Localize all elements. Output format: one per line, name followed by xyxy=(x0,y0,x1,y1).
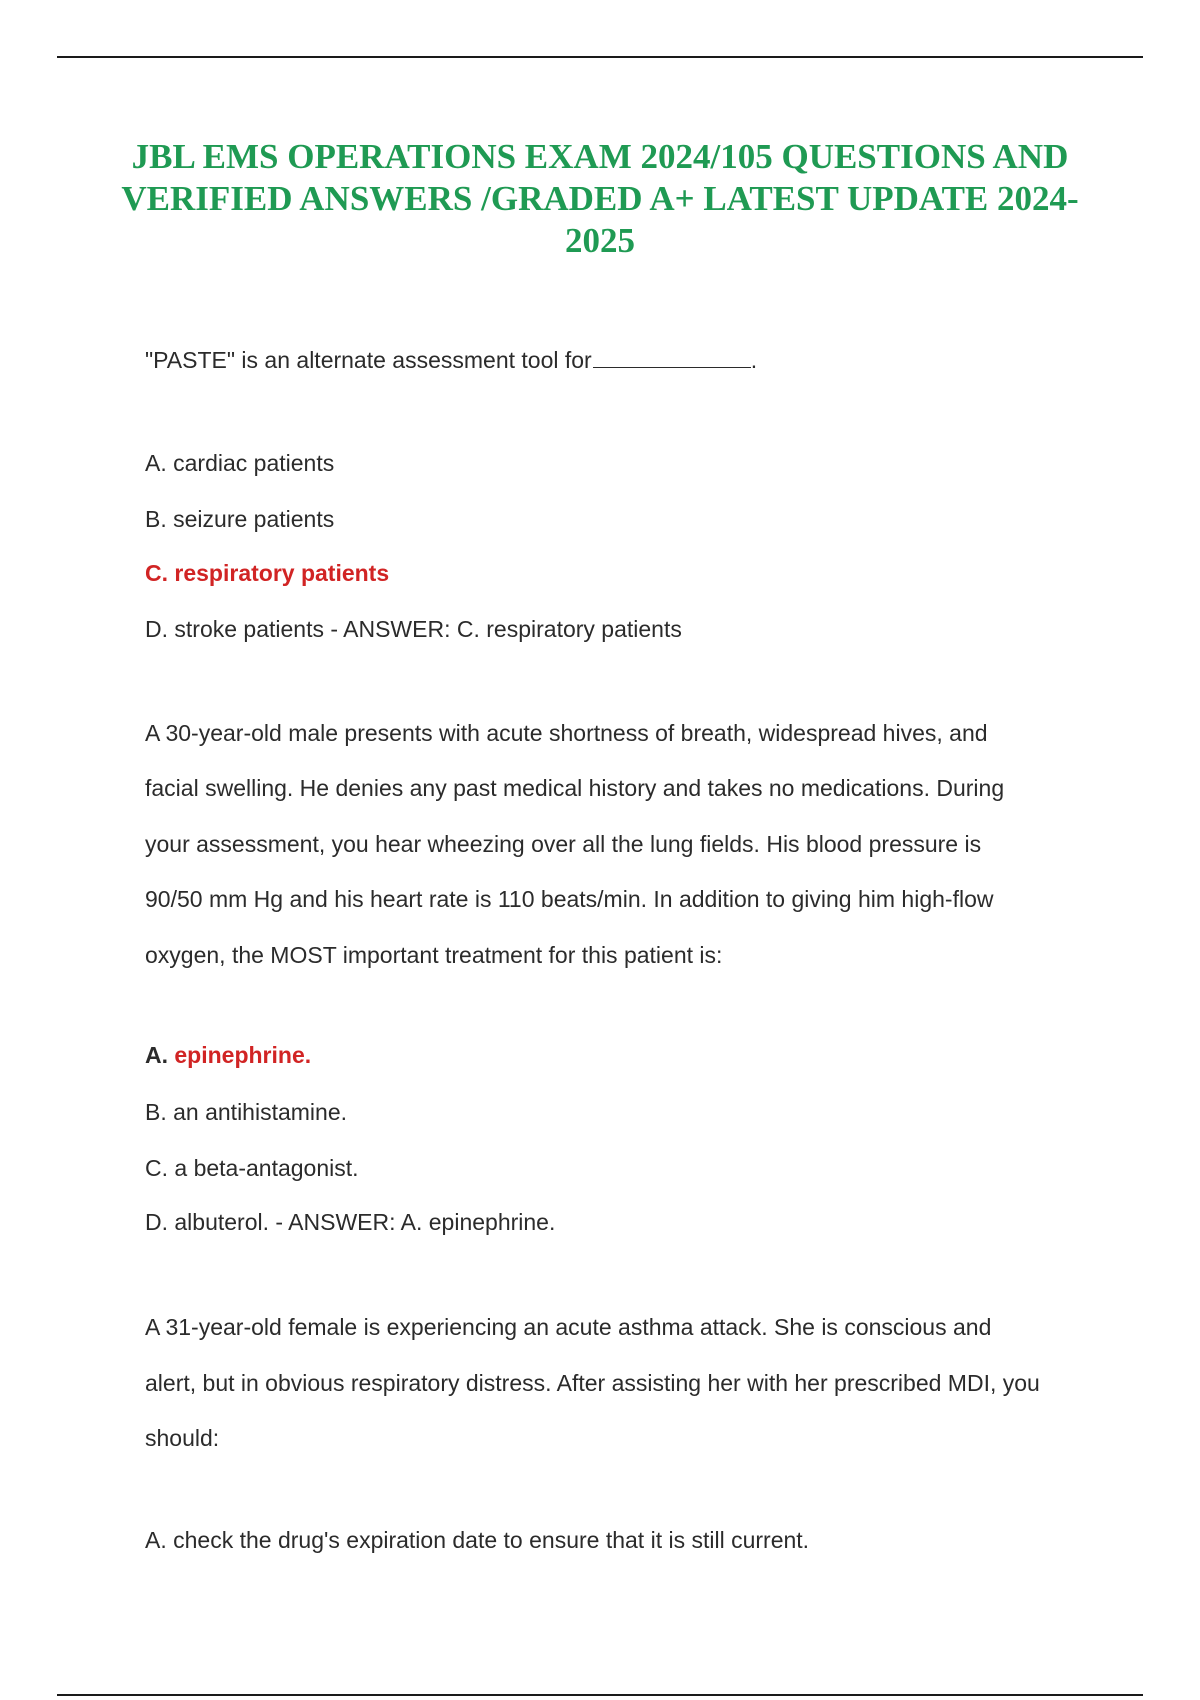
question-2-option-c: C. a beta-antagonist. xyxy=(145,1155,359,1181)
question-1-option-c-correct: C. respiratory patients xyxy=(145,560,390,586)
question-2-stem-line: A 30-year-old male presents with acute shortness of breath, widespread hives, and xyxy=(145,720,988,746)
question-1-stem-suffix: . xyxy=(750,347,758,373)
question-1-option-d-answer: D. stroke patients - ANSWER: C. respiratory patients xyxy=(145,616,682,642)
question-2-stem-line: your assessment, you hear wheezing over all the lung fields. His blood pressure is xyxy=(145,831,982,857)
question-3-stem-line: should: xyxy=(145,1425,220,1451)
question-2-option-a-correct xyxy=(145,1040,311,1070)
top-rule xyxy=(57,56,1143,58)
document-title: JBL EMS OPERATIONS EXAM 2024/105 QUESTIONS AND VERIFIED ANSWERS /GRADED A+ LATEST UPDATE 2024-2025 xyxy=(121,137,1079,260)
question-2-option-b: B. an antihistamine. xyxy=(145,1099,348,1125)
question-1-option-b: B. seizure patients xyxy=(145,506,335,532)
question-2-option-d-answer: D. albuterol. - ANSWER: A. epinephrine. xyxy=(145,1209,556,1235)
question-2-option-a-letter: A. xyxy=(145,1042,168,1068)
question-3-stem-line: alert, but in obvious respiratory distress. After assisting her with her prescribed MDI, you xyxy=(145,1370,1040,1396)
question-1-option-a: A. cardiac patients xyxy=(145,450,335,476)
question-2-stem-line: facial swelling. He denies any past medical history and takes no medications. During xyxy=(145,775,1005,801)
question-2-option-a-text: epinephrine. xyxy=(174,1042,312,1068)
answer-blank xyxy=(593,345,751,368)
question-3-option-a: A. check the drug's expiration date to ensure that it is still current. xyxy=(145,1527,810,1553)
question-2-stem-line: oxygen, the MOST important treatment for this patient is: xyxy=(145,942,723,968)
question-3-stem-line: A 31-year-old female is experiencing an acute asthma attack. She is conscious and xyxy=(145,1314,992,1340)
question-1-stem xyxy=(145,345,757,375)
bottom-rule xyxy=(57,1694,1143,1696)
question-1-stem-text: "PASTE" is an alternate assessment tool for xyxy=(145,347,592,373)
question-2-stem-line: 90/50 mm Hg and his heart rate is 110 beats/min. In addition to giving him high-flow xyxy=(145,886,994,912)
